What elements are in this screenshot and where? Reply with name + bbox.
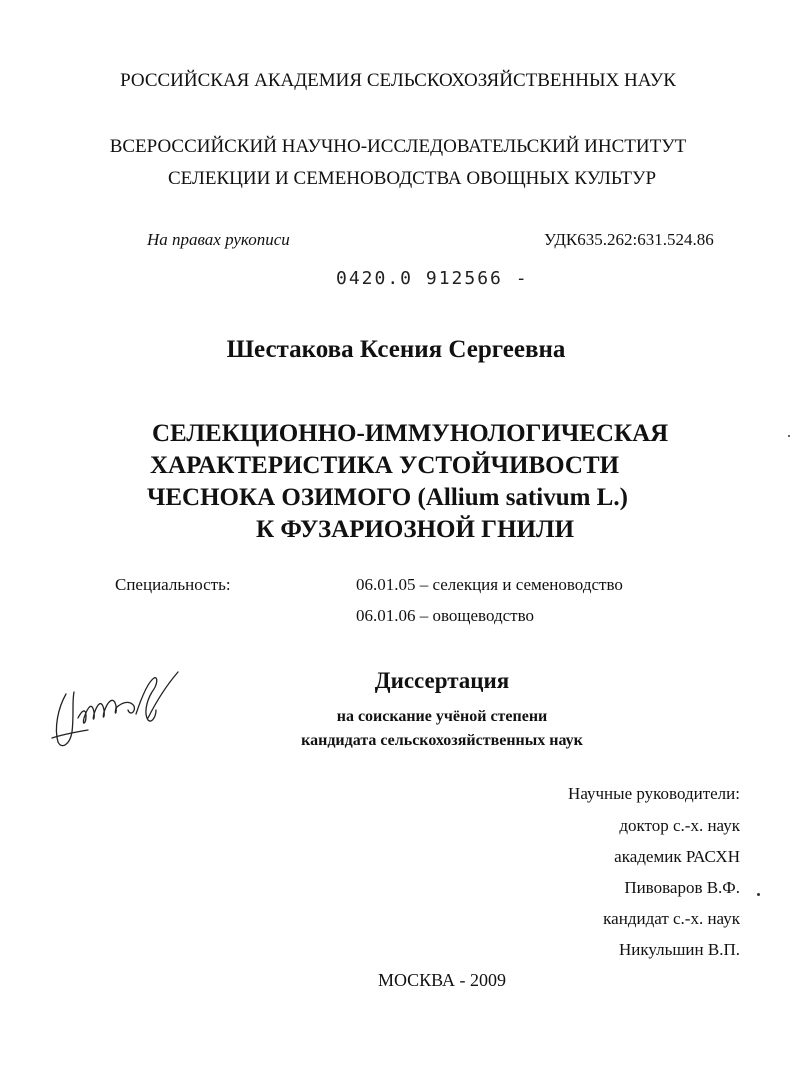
supervisor-line: академик РАСХН [614, 847, 740, 866]
author-name: Шестакова Ксения Сергеевна [226, 336, 566, 363]
title-line2: ХАРАКТЕРИСТИКА УСТОЙЧИВОСТИ [150, 452, 620, 479]
title-line4: К ФУЗАРИОЗНОЙ ГНИЛИ [256, 516, 575, 543]
degree-line2: кандидата сельскохозяйственных наук [301, 732, 583, 749]
dissertation-heading: Диссертация [374, 668, 510, 693]
title-line1: СЕЛЕКЦИОННО-ИММУНОЛОГИЧЕСКАЯ [152, 420, 669, 447]
supervisor-line: Никульшин В.П. [618, 940, 740, 959]
supervisor-line: кандидат с.-х. наук [603, 909, 740, 928]
specialty-label: Специальность: [115, 575, 231, 594]
registration-stamp: 0420.0 912566 - [336, 268, 529, 289]
handwritten-signature [44, 656, 184, 761]
academy-name: РОССИЙСКАЯ АКАДЕМИЯ СЕЛЬСКОХОЗЯЙСТВЕННЫХ НАУК [120, 70, 676, 91]
scan-speck [757, 893, 760, 896]
supervisor-line: Пивоваров В.Ф. [624, 878, 740, 897]
udc-code: УДК635.262:631.524.86 [544, 230, 714, 249]
city-year: МОСКВА - 2009 [377, 970, 507, 990]
rights-note: На правах рукописи [147, 230, 290, 249]
specialty-item: 06.01.05 – селекция и семеноводство [356, 575, 623, 594]
supervisors-heading: Научные руководители: [568, 784, 740, 803]
degree-line1: на соискание учёной степени [336, 708, 548, 725]
title-line3: ЧЕСНОКА ОЗИМОГО (Allium sativum L.) [147, 484, 628, 511]
scan-speck [788, 435, 790, 437]
supervisor-line: доктор с.-х. наук [619, 816, 740, 835]
specialty-item: 06.01.06 – овощеводство [356, 606, 535, 625]
institute-name-line2: СЕЛЕКЦИИ И СЕМЕНОВОДСТВА ОВОЩНЫХ КУЛЬТУР [167, 168, 657, 189]
institute-name-line1: ВСЕРОССИЙСКИЙ НАУЧНО-ИССЛЕДОВАТЕЛЬСКИЙ ИНСТИТУТ [109, 136, 687, 157]
